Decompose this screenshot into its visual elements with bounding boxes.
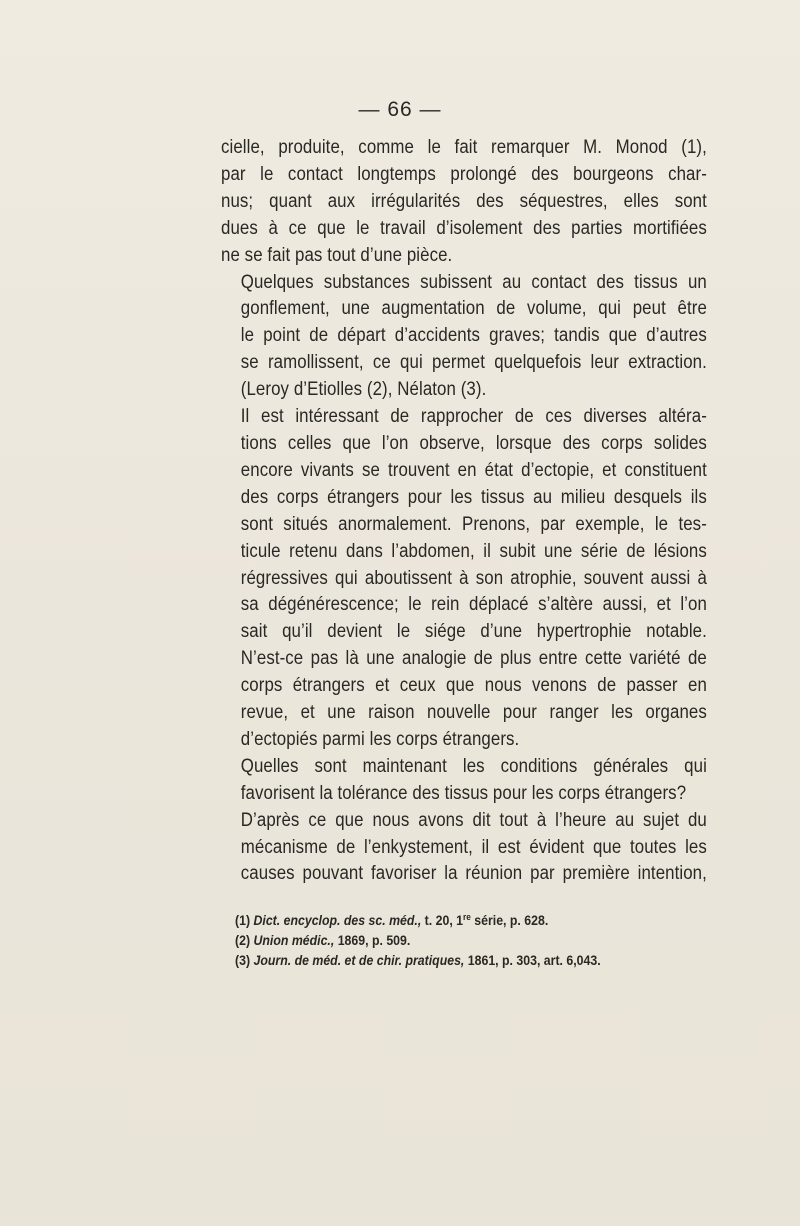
footnote-number: (1) (235, 913, 251, 928)
text-line: régressives qui aboutissent à son atrophie, souvent aussi à (240, 566, 707, 589)
text-line: corps étrangers et ceux que nous venons de passer en (240, 674, 707, 697)
text-line: Quelles sont maintenant les conditions générales qui (240, 754, 707, 777)
footnote-ref: t. 20, 1 (421, 913, 464, 928)
text-line: des corps étrangers pour les tissus au milieu desquels ils (240, 485, 707, 508)
footnotes (235, 907, 713, 971)
text-line: sa dégénérescence; le rein déplacé s’altère aussi, et l’on (240, 593, 707, 616)
footnote-2 (235, 931, 713, 951)
footnote-source: Union médic., (253, 933, 335, 948)
text-line: nus; quant aux irrégularités des séquestres, elles sont (221, 189, 707, 212)
text-line: revue, et une raison nouvelle pour ranger les organes (240, 701, 707, 724)
text-line: dues à ce que le travail d’isolement des parties mortifiées (221, 216, 707, 239)
text-line: par le contact longtemps prolongé des bourgeons char- (221, 162, 707, 185)
body-text (221, 134, 707, 887)
text-line: gonflement, une augmentation de volume, qui peut être (240, 297, 707, 320)
footnote-ref: 1869, p. 509. (334, 933, 411, 948)
text-line: encore vivants se trouvent en état d’ectopie, et constituent (240, 458, 707, 481)
text-line: sait qu’il devient le siége d’une hypertrophie notable. (240, 620, 707, 643)
text-line: D’après ce que nous avons dit tout à l’heure au sujet du (240, 808, 707, 831)
text-line: cielle, produite, comme le fait remarquer M. Monod (1), (221, 136, 707, 158)
footnote-source: Dict. encyclop. des sc. méd., (253, 913, 422, 928)
paragraph-3 (221, 403, 707, 753)
footnote-number: (2) (235, 933, 251, 948)
text-line: le point de départ d’accidents graves; tandis que d’autres (240, 324, 707, 347)
text-line: mécanisme de l’enkystement, il est évident que toutes les (240, 835, 707, 858)
text-line: ticule retenu dans l’abdomen, il subit une série de lésions (240, 539, 707, 562)
paragraph-4 (221, 753, 707, 807)
footnote-3 (235, 951, 713, 971)
footnote-1 (235, 907, 713, 931)
text-line: se ramollissent, ce qui permet quelquefois leur extraction. (240, 351, 707, 374)
text-line: (Leroy d’Etiolles (2), Nélaton (3). (240, 378, 487, 401)
page-number: — 66 — (358, 98, 442, 121)
text-line: causes pouvant favoriser la réunion par première intention, (240, 862, 707, 885)
paragraph-1 (221, 134, 707, 269)
text-line: ne se fait pas tout d’une pièce. (221, 243, 453, 266)
footnote-number: (3) (235, 953, 251, 968)
paragraph-2 (221, 269, 707, 404)
footnote-ref: série, p. 628. (470, 913, 549, 928)
text-line: sont situés anormalement. Prenons, par exemple, le tes- (240, 512, 707, 535)
text-line: favorisent la tolérance des tissus pour les corps étrangers? (240, 781, 687, 804)
text-line: tions celles que l’on observe, lorsque des corps solides (240, 431, 707, 454)
text-line: N’est-ce pas là une analogie de plus entre cette variété de (240, 647, 707, 670)
paragraph-5 (221, 807, 707, 888)
text-line: d’ectopiés parmi les corps étrangers. (240, 727, 520, 750)
text-line: Quelques substances subissent au contact des tissus un (240, 270, 707, 293)
footnote-ref: 1861, p. 303, art. 6,043. (464, 953, 601, 968)
text-line: Il est intéressant de rapprocher de ces diverses altéra- (240, 405, 707, 428)
footnote-sup: re (463, 912, 471, 922)
footnote-source: Journ. de méd. et de chir. pratiques, (253, 953, 465, 968)
